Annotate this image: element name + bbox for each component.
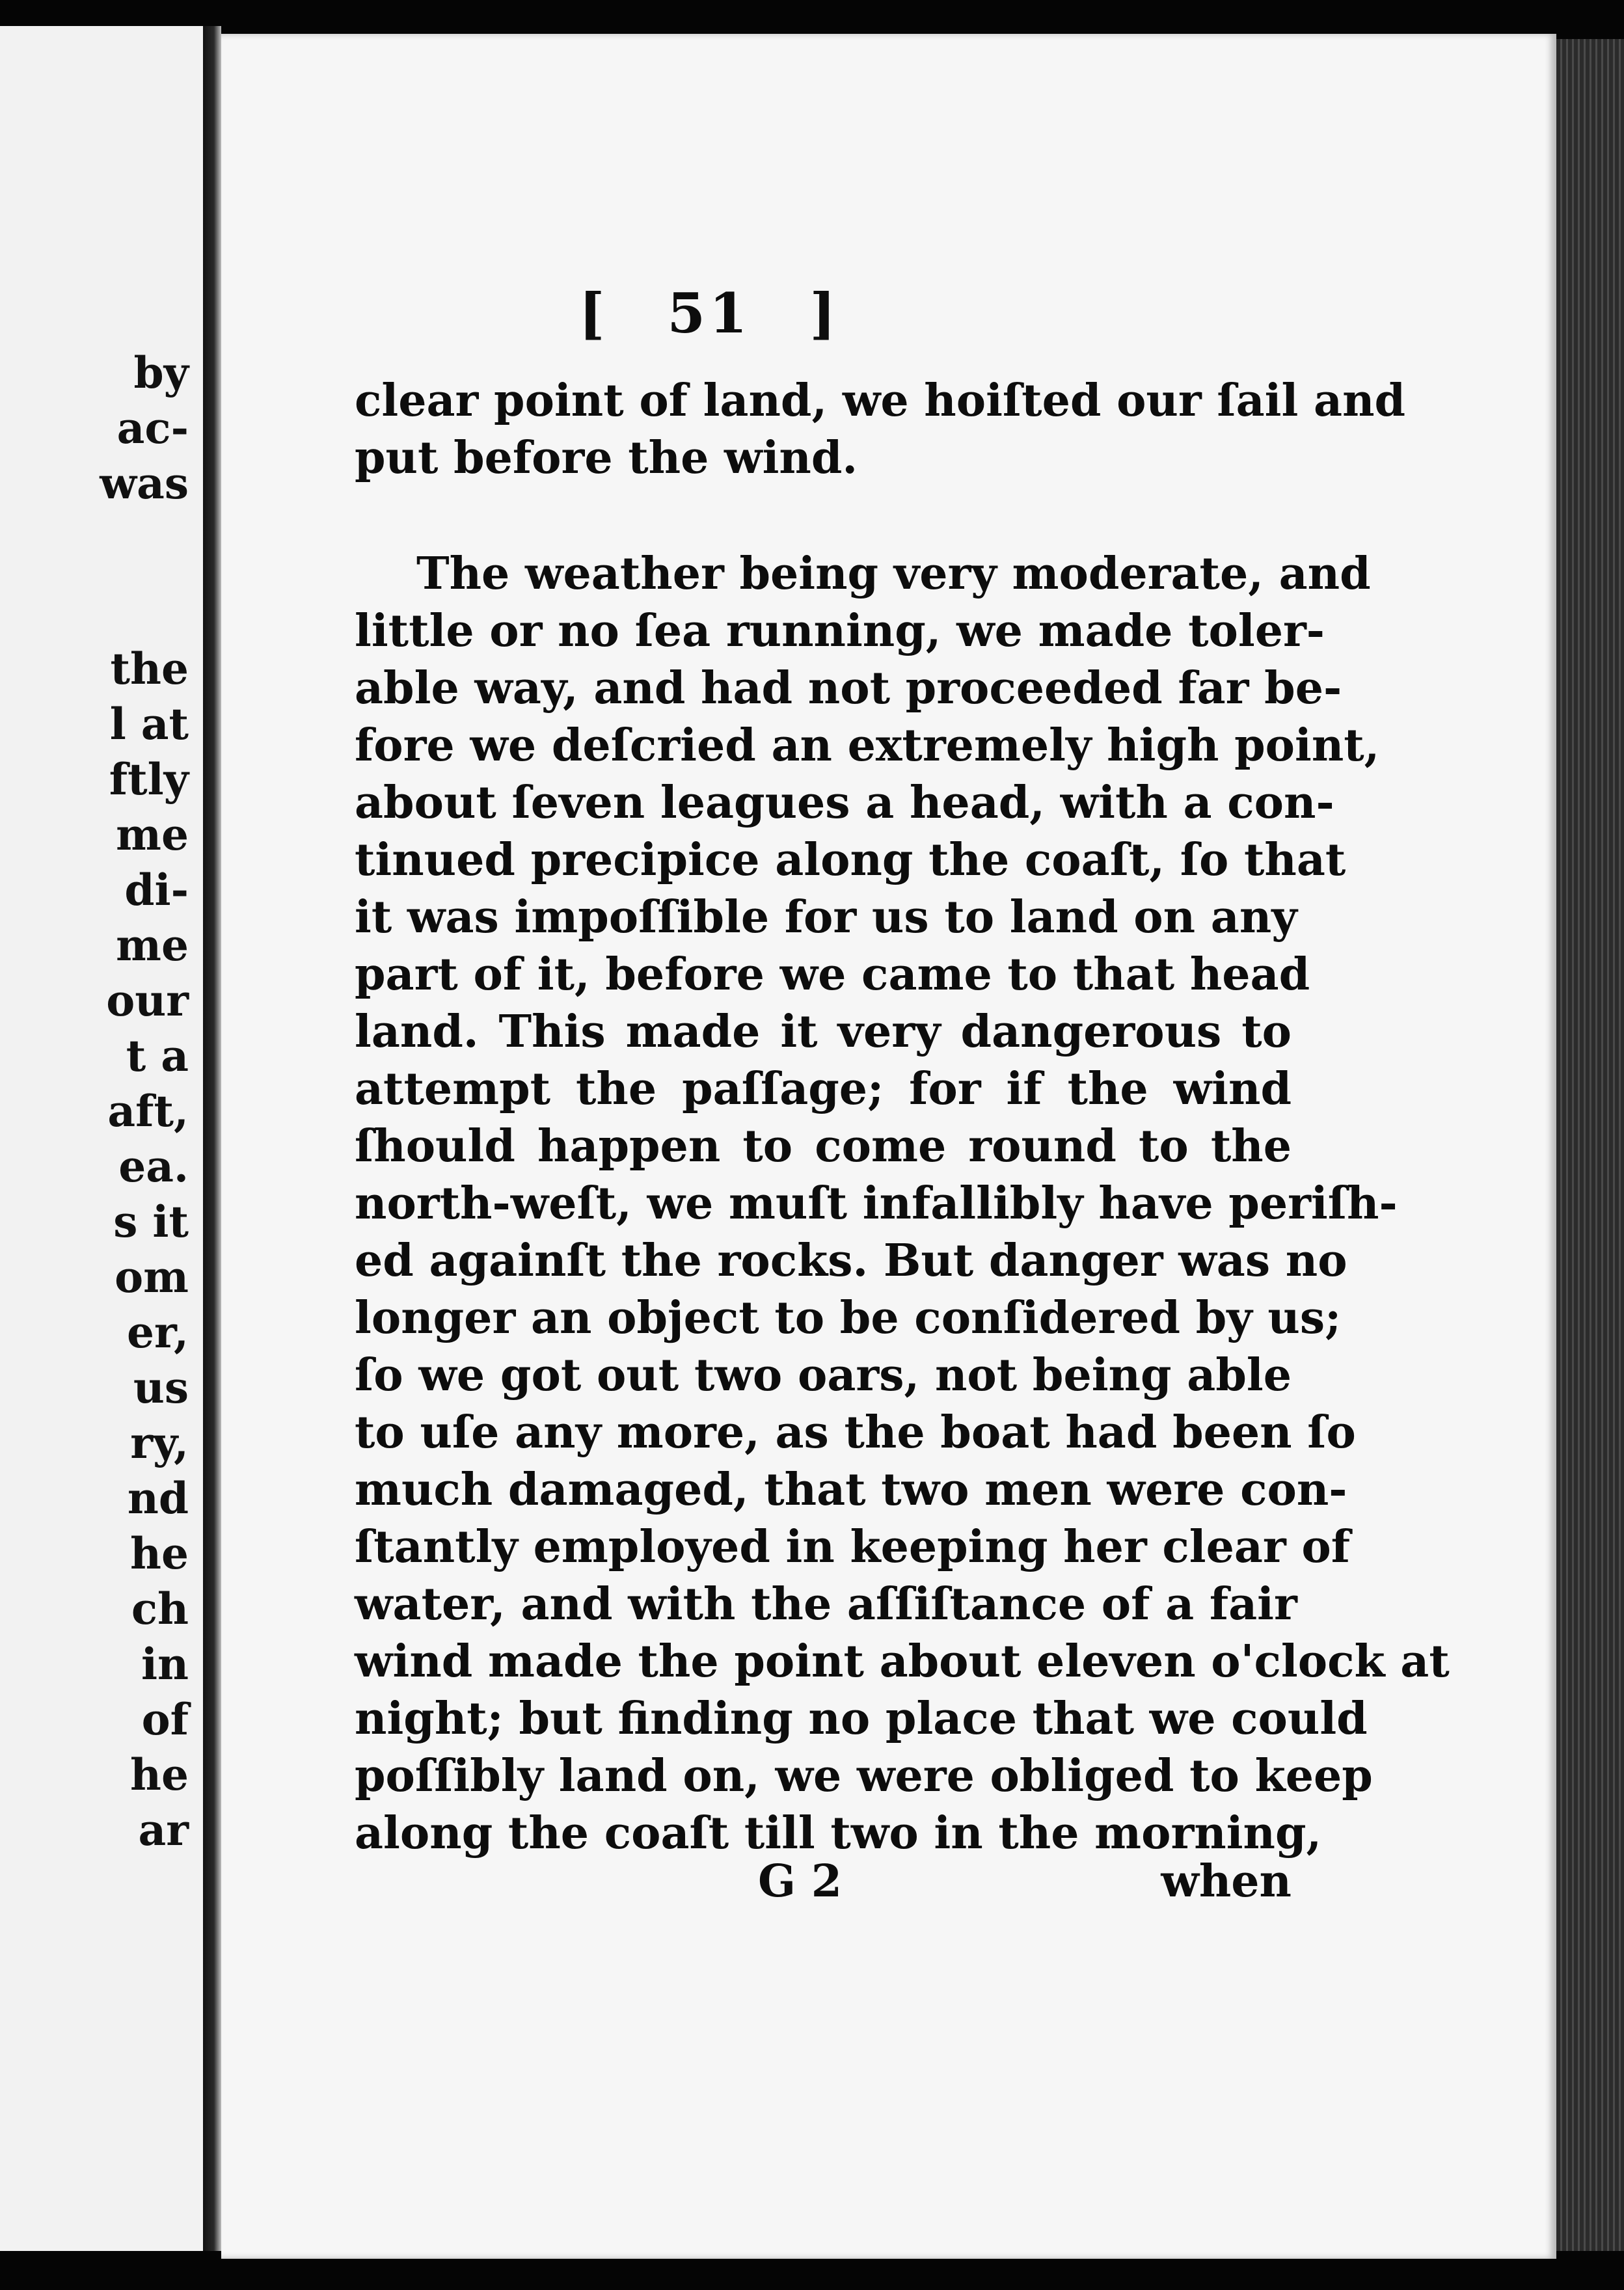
left-page-fragment bbox=[0, 26, 210, 2251]
left-page-word: l at bbox=[109, 699, 189, 749]
text-line: put before the wind. bbox=[355, 432, 858, 484]
left-page-word: ar bbox=[138, 1805, 189, 1855]
text-line: ſtantly employed in keeping her clear of bbox=[355, 1521, 1351, 1573]
left-page-word: aft, bbox=[107, 1086, 189, 1137]
text-line: land. This made it very dangerous to bbox=[355, 1006, 1292, 1058]
text-line: poſſibly land on, we were obliged to keep bbox=[355, 1750, 1373, 1802]
left-page-word: the bbox=[110, 643, 189, 694]
text-line: able way, and had not proceeded far be- bbox=[355, 662, 1342, 714]
page-footer bbox=[355, 1855, 1292, 1920]
left-page-word: by bbox=[133, 347, 189, 398]
signature-mark: G 2 bbox=[758, 1855, 843, 1907]
text-line: much damaged, that two men were con- bbox=[355, 1464, 1347, 1516]
header-open-bracket: [ bbox=[578, 281, 609, 345]
text-line: water, and with the aſſiſtance of a fair bbox=[355, 1578, 1297, 1630]
header-close-bracket: ] bbox=[809, 281, 840, 345]
left-page-word: t a bbox=[126, 1030, 189, 1081]
book-gutter bbox=[203, 26, 221, 2251]
left-page-word: di- bbox=[124, 865, 189, 915]
page-number: 51 bbox=[667, 281, 751, 345]
text-line: The weather being very moderate, and bbox=[416, 548, 1371, 600]
text-line: clear point of land, we hoiſted our ſail and bbox=[355, 375, 1406, 427]
text-line: ſhould happen to come round to the bbox=[355, 1120, 1292, 1172]
left-page-word: s it bbox=[113, 1196, 189, 1247]
text-line: longer an object to be conſidered by us; bbox=[355, 1292, 1342, 1344]
left-page-word: our bbox=[106, 975, 189, 1026]
text-line: ed againſt the rocks. But danger was no bbox=[355, 1235, 1347, 1287]
body-text bbox=[355, 372, 1450, 1862]
left-page-word: ac- bbox=[116, 403, 189, 453]
left-page-word: he bbox=[130, 1528, 189, 1579]
page-header bbox=[221, 281, 1197, 345]
text-line: north-weſt, we muſt infallibly have periſh- bbox=[355, 1178, 1398, 1230]
text-line: along the coaſt till two in the morning, bbox=[355, 1807, 1322, 1859]
text-line: to uſe any more, as the boat had been ſo bbox=[355, 1407, 1356, 1459]
text-line: little or no ſea running, we made toler- bbox=[355, 605, 1325, 657]
left-page-word: nd bbox=[127, 1473, 189, 1524]
text-line: fore we deſcried an extremely high point, bbox=[355, 720, 1380, 772]
text-line: tinued precipice along the coaſt, ſo that bbox=[355, 834, 1346, 886]
left-page-word: of bbox=[141, 1694, 189, 1745]
left-page-word: er, bbox=[127, 1307, 189, 1358]
page-edges bbox=[1556, 39, 1624, 2251]
text-line: it was impoſſible for us to land on any bbox=[355, 891, 1297, 943]
left-page-word: me bbox=[116, 920, 189, 971]
text-line: attempt the paſſage; for if the wind bbox=[355, 1063, 1292, 1115]
catchword: when bbox=[1161, 1855, 1292, 1907]
left-page-word: ry, bbox=[130, 1418, 189, 1468]
text-line: about ſeven leagues a head, with a con- bbox=[355, 777, 1334, 829]
left-page-word: om bbox=[115, 1252, 189, 1302]
left-page-word: me bbox=[116, 809, 189, 860]
text-line: wind made the point about eleven o'clock at bbox=[355, 1636, 1450, 1688]
book-page bbox=[221, 34, 1556, 2259]
left-page-word: us bbox=[133, 1362, 189, 1413]
left-page-word: ftly bbox=[109, 754, 189, 805]
left-page-word: ea. bbox=[118, 1141, 189, 1192]
left-page-word: was bbox=[100, 458, 189, 509]
text-line: part of it, before we came to that head bbox=[355, 949, 1310, 1001]
left-page-word: he bbox=[130, 1749, 189, 1800]
paragraph-break bbox=[355, 487, 1292, 545]
left-page-word: ch bbox=[131, 1583, 189, 1634]
left-page-word: in bbox=[141, 1639, 189, 1690]
text-line: ſo we got out two oars, not being able bbox=[355, 1349, 1292, 1401]
text-line: night; but finding no place that we could bbox=[355, 1693, 1368, 1745]
